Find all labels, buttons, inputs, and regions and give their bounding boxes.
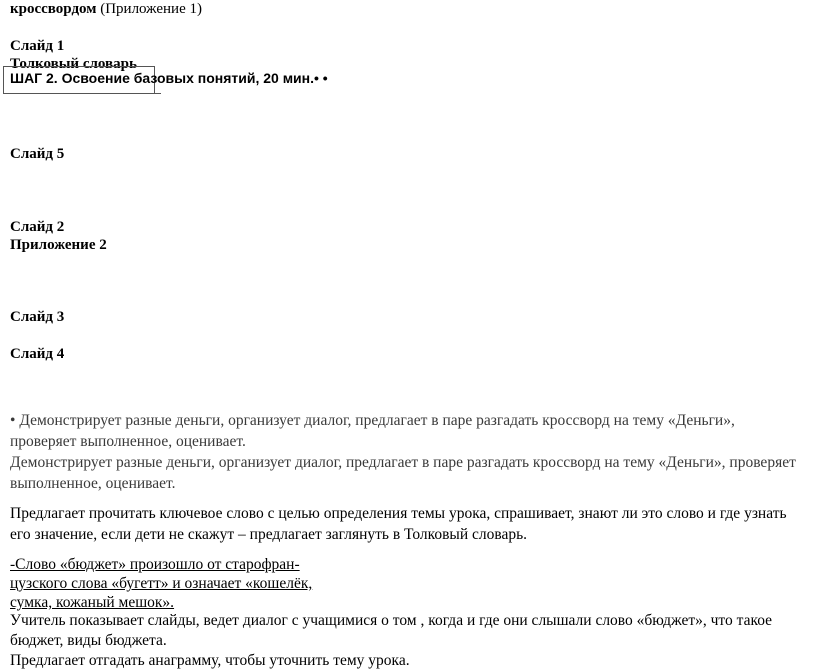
crossword-word: кроссвордом	[10, 1, 97, 17]
appendix-2-label: Приложение 2	[10, 237, 107, 253]
step-bullets: • •	[314, 70, 328, 86]
dictionary-label: Толковый словарь	[10, 56, 137, 72]
paragraph-1	[10, 410, 810, 452]
slide-1-label: Слайд 1	[10, 38, 65, 54]
slide-3-label: Слайд 3	[10, 309, 65, 325]
slide-5-label: Слайд 5	[10, 146, 65, 162]
paragraph-2	[10, 452, 810, 494]
step-heading	[10, 69, 328, 87]
paragraph-4-line-2: бюджет, виды бюджета.	[10, 632, 167, 649]
slide-2-label: Слайд 2	[10, 219, 65, 235]
quote-line-3: сумка, кожаный мешок».	[10, 594, 175, 611]
paragraph-4	[10, 611, 810, 671]
step-underline	[155, 93, 161, 94]
quote-line-2: цузского слова «бугетт» и означает «кошелёк,	[10, 575, 313, 592]
paragraph-4-line-1: Учитель показывает слайды, ведет диалог с учащимися о том , когда и где они слышали слово «бюджет», что такое	[10, 612, 773, 629]
paragraph-5-line-1: Предлагает отгадать анаграмму, чтобы уточнить тему урока.	[10, 652, 410, 669]
header-line	[10, 0, 202, 18]
paragraph-3	[10, 503, 810, 545]
quote-line-1: -Слово «бюджет» произошло от старофран-	[10, 556, 300, 573]
paragraph-1-line-2: проверяет выполненное, оценивает.	[10, 433, 246, 450]
paragraph-2-line-2: выполненное, оценивает.	[10, 475, 176, 492]
paragraph-2-line-1: Демонстрирует разные деньги, организует диалог, предлагает в паре разгадать кроссворд на тему «Деньги», проверяет	[10, 454, 796, 471]
step-title: ШАГ 2. Освоение базовых понятий, 20 мин.	[10, 70, 315, 86]
appendix-1-ref: (Приложение 1)	[96, 1, 202, 17]
budget-quote	[10, 555, 810, 612]
paragraph-3-line-1: Предлагает прочитать ключевое слово с целью определения темы урока, спрашивает, знают ли это слово и где узнать	[10, 505, 787, 522]
paragraph-1-line-1: • Демонстрирует разные деньги, организует диалог, предлагает в паре разгадать кроссворд на тему «Деньги»,	[10, 412, 735, 429]
paragraph-3-line-2: его значение, если дети не скажут – предлагает заглянуть в Толковый словарь.	[10, 526, 528, 543]
bullet-icon: •	[10, 412, 16, 429]
slide-4-label: Слайд 4	[10, 346, 65, 362]
